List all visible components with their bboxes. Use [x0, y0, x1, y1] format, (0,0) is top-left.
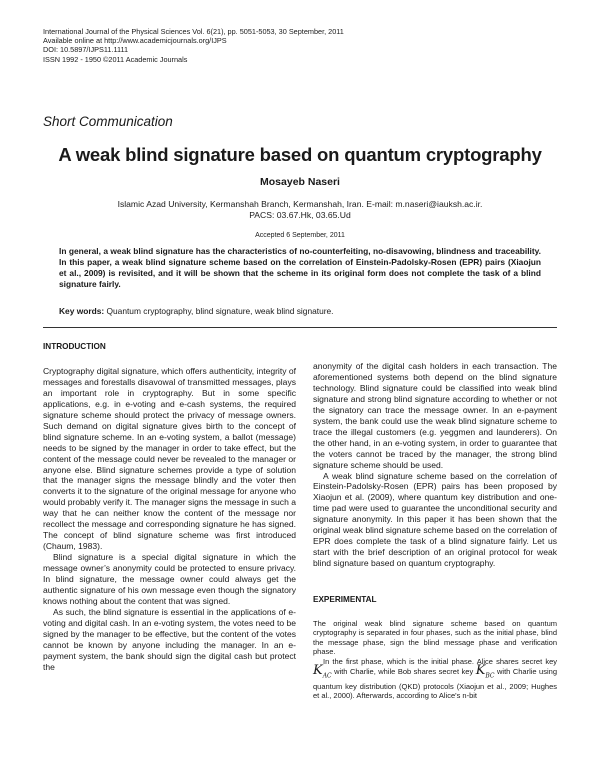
journal-doi: DOI: 10.5897/IJPS11.1111 [43, 45, 129, 55]
journal-citation: International Journal of the Physical Sciences Vol. 6(21), pp. 5051-5053, 30 September, 2011 [43, 27, 344, 36]
author-name: Mosayeb Naseri [260, 176, 340, 188]
journal-issn: ISSN 1992 - 1950 ©2011 Academic Journals [43, 54, 188, 64]
affiliation-block [0, 199, 600, 220]
key-kbc-subscript: BC [485, 672, 495, 680]
intro-paragraph-3: As such, the blind signature is essential in the applications of e-voting and digital cash. In an e-voting system, the votes need to be signed by the manager to be effective, but the content of the votes cannot be known by anyone including the manager. In an e-payment system, the bank should sign the digital cash but protect the [43, 606, 296, 672]
keywords-text: Quantum cryptography, blind signature, weak blind signature. [106, 306, 334, 316]
intro-paragraph-5: A weak blind signature scheme based on the correlation of Einstein-Padolsky-Rosen (EPR) pairs has been proposed by Xiaojun et al. (2009), where quantum key distribution and one-time pad were used to guarantee the unconditional security and signature anonymity. In this paper it has been shown that the original weak blind signature scheme based on the correlation of EPR does complete the task of a blind signature fairly. Let us start with the brief description of an original protocol for weak blind signature based on quantum cryptography. [313, 470, 557, 569]
experimental-paragraph-1: The original weak blind signature scheme based on quantum cryptography is separated in four phases, such as the initial phase, blind the message phase, sign the blind message phase and verification phase. [313, 619, 557, 657]
key-kac-symbol: K [313, 663, 323, 679]
affiliation: Islamic Azad University, Kermanshah Branch, Kermanshah, Iran. E-mail: m.naseri@iauksh.ac.ir. [117, 199, 483, 209]
journal-header [43, 27, 344, 64]
divider [43, 327, 557, 328]
pacs-codes: PACS: 03.67.Hk, 03.65.Ud [249, 209, 351, 220]
paper-title: A weak blind signature based on quantum cryptography [58, 144, 542, 165]
key-kac-subscript: AC [322, 672, 332, 680]
article-type: Short Communication [43, 114, 173, 129]
keywords-label: Key words: [59, 306, 105, 316]
exp-text-c: with Charlie using quantum key distribution (QKD) protocols (Xiaojun et al., 2009; Hughes et al., 2000). Afterwards, according to Alice's n-bit [313, 667, 557, 701]
experimental-heading: EXPERIMENTAL [313, 595, 377, 605]
key-kbc [476, 663, 495, 678]
intro-paragraph-1: Cryptography digital signature, which offers authenticity, integrity of messages and forestalls disavowal of transmitted messages, plays an important role in cryptography. But in some specific applications, e.g. in e-voting and e-cash systems, the required signature scheme should protect the privacy of message owners. Such demand on digital signature gives birth to the concept of blind signature scheme. In an e-voting system, a ballot (message) needs to be signed by the manager in order to take effect, but the content of the message could never be revealed to the manager or anyone else. Blind signature schemes provide a type of solution that the manager signs the message blindly and the voter then converts it to the signature of the original message for anyone who would probably verify it. The manager signs the message in such a way that he can neither know the content of the message nor recollect the message and corresponding signature he has signed. The concept of blind signature scheme was first introduced (Chaum, 1983). [43, 365, 296, 552]
introduction-heading: INTRODUCTION [43, 342, 106, 351]
journal-url-line: Available online at http://www.academicjournals.org/IJPS [43, 36, 227, 46]
intro-paragraph-4: anonymity of the digital cash holders in each transaction. The aforementioned systems both depend on the blind signature technology. Blind signature could be classified into weak blind signature and strong blind signature according to whether or not the signatory can trace the message owner. In an e-payment system, the bank could use the weak blind signature scheme to trace the illegal customers (e.g. yeggmen and launderers). On the other hand, in an e-voting system, in order to guarantee that the voters cannot be traced by the manager, the strong blind signature scheme should be used. [313, 361, 557, 470]
accepted-date: Accepted 6 September, 2011 [255, 232, 345, 239]
column-right [313, 361, 557, 701]
key-kac [313, 663, 332, 678]
column-left [43, 342, 296, 673]
exp-text-a: In the first phase, which is the initial phase. Alice shares secret key [323, 656, 557, 666]
key-kbc-symbol: K [475, 663, 486, 679]
abstract: In general, a weak blind signature has the characteristics of no-counterfeiting, no-disavowing, blindness and traceability. In this paper, a weak blind signature scheme based on the correlation of Einstein-Padolsky-Rosen (EPR) pairs (Xiaojun et al., 2009) is revisited, and it will be shown that the scheme in its original form does not complete the task of a blind signature fairly. [59, 246, 541, 289]
keywords [59, 306, 541, 317]
exp-text-b: with Charlie, while Bob shares secret key [334, 667, 474, 677]
intro-paragraph-2: Blind signature is a special digital signature in which the message owner’s anonymity could be protected to ensure privacy. In blind signature, the message owner could always get the authentic signature of his own message even though the signatory knows nothing about the content that was signed. [43, 552, 296, 606]
experimental-paragraph-2 [313, 657, 557, 701]
